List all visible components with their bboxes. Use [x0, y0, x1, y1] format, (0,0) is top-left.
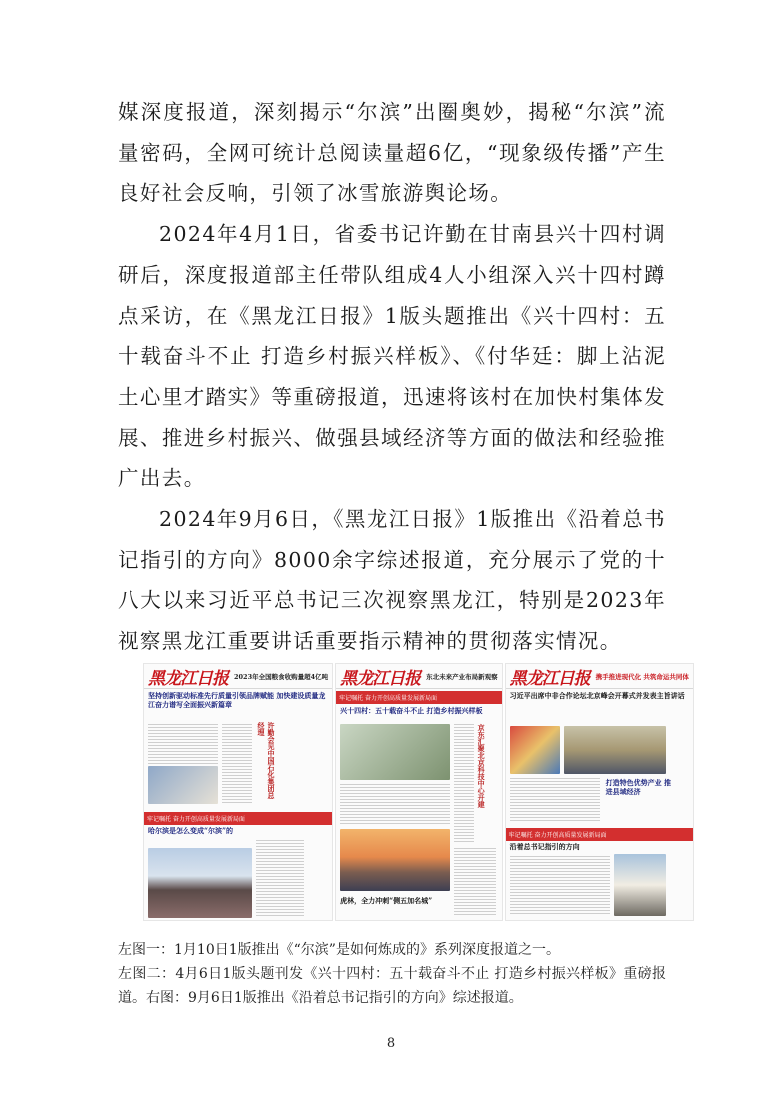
story-headline: 虎林，全力冲刺“侧五加名城”	[340, 896, 433, 905]
masthead	[144, 664, 332, 689]
story-headline: 哈尔滨是怎么变成“尔滨”的	[148, 826, 234, 835]
red-banner: 牢记嘱托 奋力开创高质量发展新局面	[336, 691, 502, 704]
article-text-block	[256, 840, 304, 916]
masthead	[336, 664, 502, 689]
lead-headline: 坚持创新驱动标准先行质量引领品牌赋能 加快建设质量龙江奋力谱写全面振兴新篇章	[148, 691, 326, 709]
paragraph-3: 2024年9月6日，《黑龙江日报》1版推出《沿着总书记指引的方向》8000余字综述报道，充分展示了党的十八大以来习近平总书记三次视察黑龙江，特别是2023年视察黑龙江重要讲话重要指示精神的贯彻落实情况。	[118, 507, 666, 654]
newspaper-front-page-2	[335, 663, 503, 921]
paragraph-1: 媒深度报道，深刻揭示“尔滨”出圈奥妙，揭秘“尔滨”流量密码，全网可统计总阅读量超6亿，“现象级传播”产生良好社会反响，引领了冰雪旅游舆论场。	[118, 100, 666, 206]
newspaper-figure	[143, 663, 689, 921]
lead-headline: 兴十四村：五十载奋斗不止 打造乡村振兴样板	[340, 706, 483, 715]
village-photo	[340, 724, 450, 780]
sunset-photo	[340, 829, 450, 891]
article-text-block	[510, 856, 610, 916]
paragraph-2: 2024年4月1日，省委书记许勤在甘南县兴十四村调研后，深度报道部主任带队组成4人小组深入兴十四村蹲点采访，在《黑龙江日报》1版头题推出《兴十四村：五十载奋斗不止 打造乡村振兴样板》、《付华廷：脚上沾泥土心里才踏实》等重磅报道，迅速将该村在加快村集体发展、推进乡村振兴、做强县域经济等方面的做法和经验推广出去。	[118, 222, 666, 491]
newspaper-logo: 黑龙江日报	[148, 668, 228, 689]
body-text	[118, 92, 666, 662]
red-banner: 牢记嘱托 奋力开创高质量发展新局面	[144, 812, 332, 825]
article-text-block	[222, 724, 252, 804]
caption-line-2: 左图二：4月6日1版头题刊发《兴十四村：五十载奋斗不止 打造乡村振兴样板》重磅报道。右图：9月6日1版推出《沿着总书记指引的方向》综述报道。	[118, 966, 666, 1006]
lead-headline: 习近平出席中非合作论坛北京峰会开幕式并发表主旨讲话	[509, 691, 685, 700]
leader-photo	[510, 726, 560, 774]
article-text-block	[510, 778, 600, 822]
newspaper-front-page-3	[505, 663, 694, 921]
page-number: 8	[386, 1036, 396, 1051]
top-headline: 东北未来产业布局新观察	[426, 672, 498, 681]
article-text-block	[454, 848, 496, 916]
side-title: 京东汇聚北京科技中心开建	[477, 724, 487, 808]
side-title: 许勤会见中国石化集团总经理	[257, 722, 276, 799]
newspaper-logo: 黑龙江日报	[509, 668, 590, 689]
article-text-block	[340, 784, 450, 824]
masthead	[506, 664, 693, 689]
article-text-block	[148, 724, 218, 764]
top-headline: 2023年全国粮食收购量超4亿吨	[234, 672, 329, 681]
caption-line-1: 左图一：1月10日1版推出《“尔滨”是如何炼成的》系列深度报道之一。	[118, 942, 560, 958]
summit-photo	[564, 726, 666, 774]
article-text-block	[454, 724, 474, 844]
article-photo	[148, 766, 218, 804]
story-headline: 沿着总书记指引的方向	[509, 842, 580, 851]
newspaper-logo: 黑龙江日报	[340, 668, 421, 689]
side-title: 打造特色优势产业 推进县域经济	[605, 778, 672, 796]
oil-rig-photo	[614, 854, 666, 916]
red-banner: 牢记嘱托 奋力开创高质量发展新局面	[506, 828, 693, 841]
figure-caption	[118, 938, 666, 1010]
newspaper-front-page-1	[143, 663, 333, 921]
top-headline: 携手推进现代化 共筑命运共同体	[595, 672, 689, 681]
crowd-photo	[148, 848, 252, 918]
